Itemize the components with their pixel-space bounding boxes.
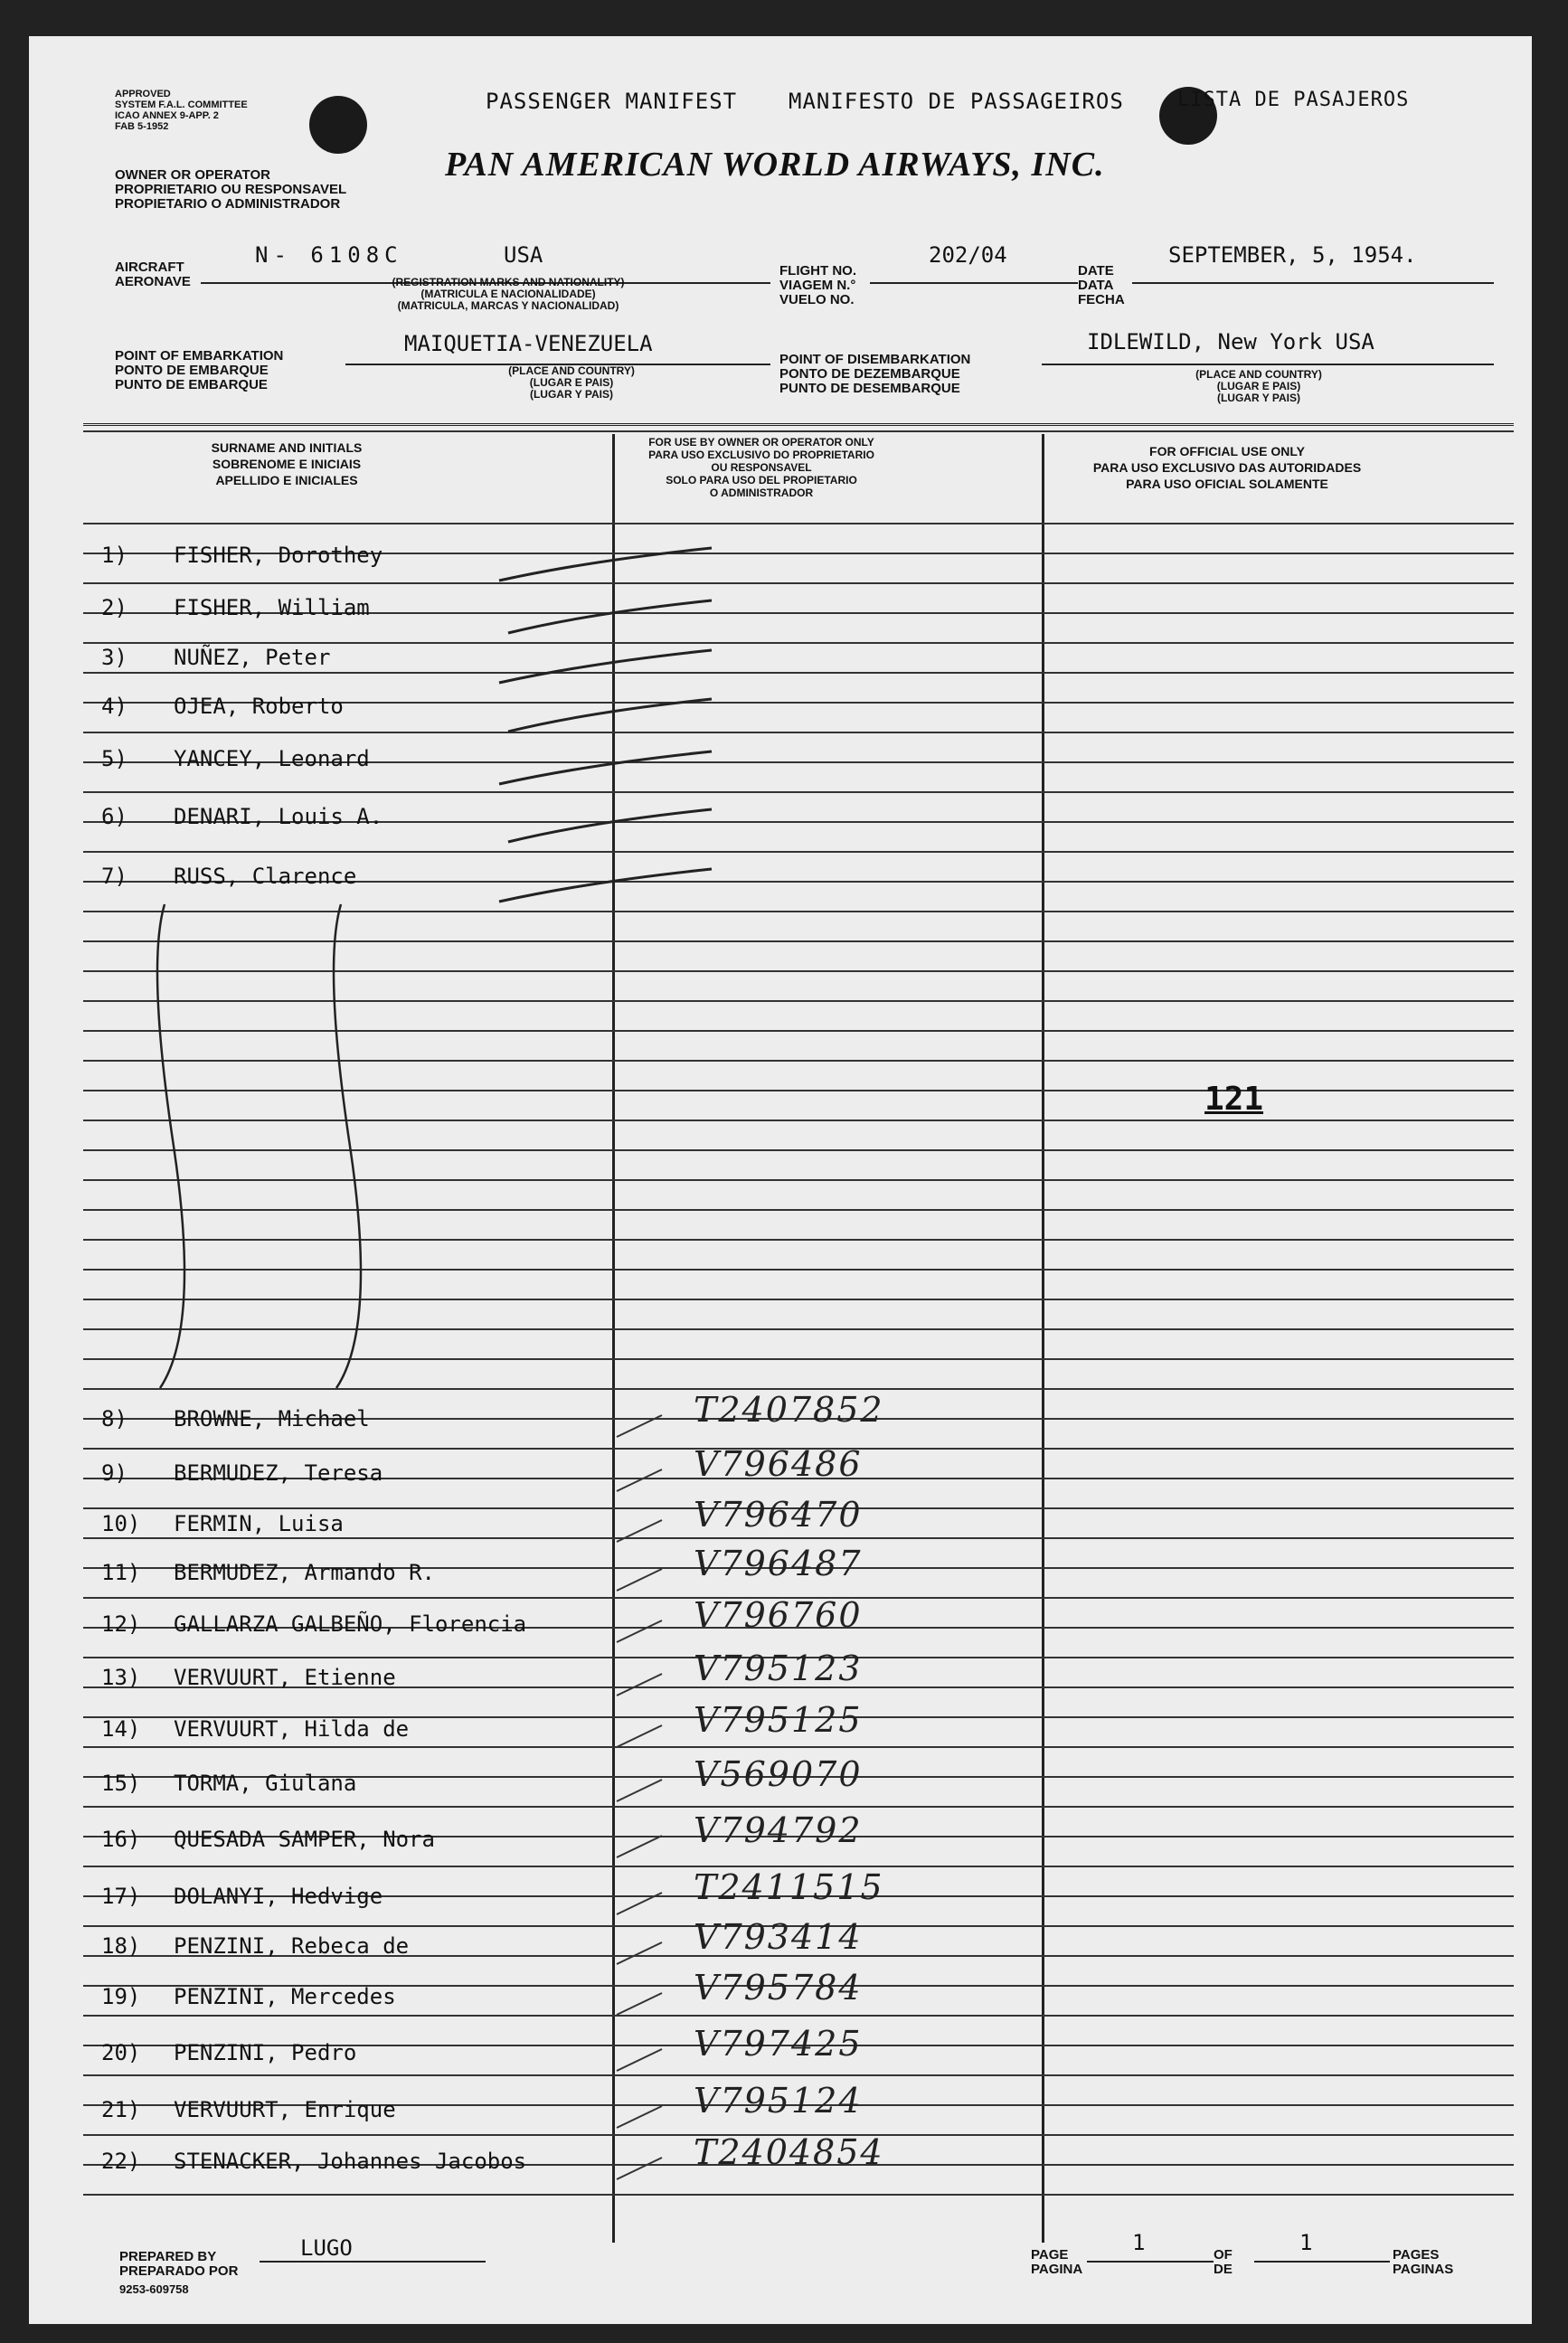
official-stamp-number: 121 — [1204, 1081, 1264, 1118]
embark-place-caption: (PLACE AND COUNTRY) (LUGAR E PAIS) (LUGAR Y PAIS) — [508, 364, 635, 401]
check-stroke — [617, 1469, 662, 1491]
airline-name: PAN AMERICAN WORLD AIRWAYS, INC. — [445, 146, 1105, 184]
passenger-name: FISHER, Dorothey — [174, 543, 383, 568]
passenger-name: PENZINI, Mercedes — [174, 1984, 396, 2009]
passport-number: T2407852 — [694, 1390, 884, 1430]
check-stroke — [617, 2049, 662, 2071]
passenger-number: 8) — [101, 1406, 128, 1431]
check-stroke — [617, 1725, 662, 1747]
passenger-name: BROWNE, Michael — [174, 1406, 370, 1431]
passport-number: V797425 — [694, 2024, 863, 2064]
passenger-name: STENACKER, Johannes Jacobos — [174, 2149, 527, 2174]
passenger-name: GALLARZA GALBEÑO, Florencia — [174, 1611, 527, 1637]
prepared-by-value: LUGO — [300, 2235, 353, 2261]
check-stroke — [617, 1780, 662, 1801]
aircraft-nationality: USA — [504, 242, 543, 268]
passenger-number: 9) — [101, 1460, 128, 1486]
check-stroke — [617, 1620, 662, 1642]
embarkation-label: POINT OF EMBARKATION PONTO DE EMBARQUE PUNTO DE EMBARQUE — [115, 348, 284, 392]
passport-number: V795124 — [694, 2081, 863, 2121]
passport-number: V796470 — [694, 1495, 863, 1535]
disembark-place-caption: (PLACE AND COUNTRY) (LUGAR E PAIS) (LUGAR Y PAIS) — [1195, 368, 1322, 404]
passenger-number: 22) — [101, 2149, 141, 2174]
passenger-name: FERMIN, Luisa — [174, 1511, 344, 1536]
disembarkation-point: IDLEWILD, New York USA — [1087, 329, 1374, 354]
of-label: OF DE — [1214, 2247, 1233, 2277]
pages-label: PAGES PAGINAS — [1393, 2247, 1454, 2277]
form-number: 9253-609758 — [119, 2282, 189, 2296]
passenger-name: BERMUDEZ, Teresa — [174, 1460, 383, 1486]
check-stroke — [499, 548, 712, 581]
passenger-number: 3) — [101, 645, 128, 670]
manifest-page — [29, 36, 1532, 2324]
check-stroke — [499, 751, 712, 784]
total-pages: 1 — [1299, 2230, 1313, 2255]
title-es: LISTA DE PASAJEROS — [1177, 89, 1410, 111]
handwritten-marks — [29, 36, 1532, 2324]
check-stroke — [617, 1569, 662, 1591]
passenger-number: 10) — [101, 1511, 141, 1536]
passenger-name: VERVUURT, Hilda de — [174, 1716, 410, 1742]
aircraft-label: AIRCRAFT AERONAVE — [115, 260, 191, 289]
passenger-number: 4) — [101, 694, 128, 719]
passenger-number: 16) — [101, 1827, 141, 1852]
passport-number: T2411515 — [694, 1867, 884, 1907]
passenger-name: OJEA, Roberto — [174, 694, 344, 719]
embarkation-point: MAIQUETIA-VENEZUELA — [404, 331, 653, 356]
passenger-number: 1) — [101, 543, 128, 568]
check-stroke — [617, 1415, 662, 1437]
check-stroke — [508, 809, 712, 842]
page-number: 1 — [1132, 2230, 1146, 2255]
prepared-by-label: PREPARED BY PREPARADO POR — [119, 2249, 239, 2279]
passenger-name: DOLANYI, Hedvige — [174, 1884, 383, 1909]
passport-number: V569070 — [694, 1754, 863, 1794]
official-column-header: FOR OFFICIAL USE ONLY PARA USO EXCLUSIVO DAS AUTORIDADES PARA USO OFICIAL SOLAMENTE — [1092, 444, 1362, 491]
passenger-number: 14) — [101, 1716, 141, 1742]
passenger-name: TORMA, Giulana — [174, 1771, 357, 1796]
check-stroke — [617, 1674, 662, 1696]
passenger-number: 13) — [101, 1665, 141, 1690]
passenger-name: NUÑEZ, Peter — [174, 645, 331, 670]
passport-number: V796760 — [694, 1595, 863, 1635]
passport-number: V795125 — [694, 1700, 863, 1740]
passenger-number: 20) — [101, 2040, 141, 2065]
passenger-number: 21) — [101, 2097, 141, 2122]
passenger-name: FISHER, William — [174, 595, 370, 620]
check-stroke — [617, 1836, 662, 1857]
passenger-number: 18) — [101, 1933, 141, 1959]
passport-number: V796486 — [694, 1444, 863, 1484]
passenger-number: 19) — [101, 1984, 141, 2009]
page-label: PAGE PAGINA — [1031, 2247, 1083, 2277]
passenger-name: VERVUURT, Etienne — [174, 1665, 396, 1690]
passenger-name: PENZINI, Rebeca de — [174, 1933, 410, 1959]
check-stroke — [617, 1942, 662, 1964]
owner-column-header: FOR USE BY OWNER OR OPERATOR ONLY PARA USO EXCLUSIVO DO PROPRIETARIO OU RESPONSAVEL SOLO PARA USO DEL PROPIETARIO O ADMINISTRADOR — [648, 436, 874, 499]
passenger-number: 5) — [101, 746, 128, 771]
passenger-number: 6) — [101, 804, 128, 829]
passenger-number: 15) — [101, 1771, 141, 1796]
approval-block: APPROVED SYSTEM F.A.L. COMMITTEE ICAO ANNEX 9-APP. 2 FAB 5-1952 — [115, 89, 248, 132]
check-stroke — [508, 699, 712, 732]
passenger-name: VERVUURT, Enrique — [174, 2097, 396, 2122]
disembarkation-label: POINT OF DISEMBARKATION PONTO DE DEZEMBARQUE PUNTO DE DESEMBARQUE — [779, 352, 971, 396]
check-stroke — [617, 2158, 662, 2179]
check-stroke — [617, 2106, 662, 2128]
aircraft-registration: N- 6108C — [255, 242, 403, 268]
flight-number: 202/04 — [929, 242, 1007, 268]
owner-label: OWNER OR OPERATOR PROPRIETARIO OU RESPONSAVEL PROPIETARIO O ADMINISTRADOR — [115, 167, 347, 212]
passenger-name: RUSS, Clarence — [174, 864, 357, 889]
surname-column-header: SURNAME AND INITIALS SOBRENOME E INICIAIS APELLIDO E INICIALES — [211, 440, 363, 487]
passport-number: T2404854 — [694, 2132, 884, 2172]
passenger-name: YANCEY, Leonard — [174, 746, 370, 771]
check-stroke — [617, 1520, 662, 1542]
check-stroke — [508, 600, 712, 633]
registration-caption: (REGISTRATION MARKS AND NATIONALITY) (MATRICULA E NACIONALIDADE) (MATRICULA, MARCAS Y NACIONALIDAD) — [392, 276, 625, 312]
passenger-name: PENZINI, Pedro — [174, 2040, 357, 2065]
passenger-name: BERMUDEZ, Armando R. — [174, 1560, 435, 1585]
title-en: PASSENGER MANIFEST — [486, 89, 738, 114]
passport-number: V796487 — [694, 1544, 863, 1583]
ditto-stroke — [334, 904, 361, 1388]
passenger-number: 11) — [101, 1560, 141, 1585]
flight-date: SEPTEMBER, 5, 1954. — [1168, 242, 1417, 268]
title-pt: MANIFESTO DE PASSAGEIROS — [789, 89, 1124, 114]
check-stroke — [617, 1893, 662, 1914]
passport-number: V793414 — [694, 1917, 863, 1957]
check-stroke — [617, 1993, 662, 2015]
passenger-name: DENARI, Louis A. — [174, 804, 383, 829]
passport-number: V794792 — [694, 1810, 863, 1850]
passport-number: V795123 — [694, 1649, 863, 1688]
check-stroke — [499, 869, 712, 902]
check-stroke — [499, 650, 712, 683]
passenger-name: QUESADA SAMPER, Nora — [174, 1827, 435, 1852]
ditto-stroke — [157, 904, 184, 1388]
passport-number: V795784 — [694, 1968, 863, 2008]
passenger-number: 17) — [101, 1884, 141, 1909]
passenger-number: 7) — [101, 864, 128, 889]
flight-label: FLIGHT NO. VIAGEM N.° VUELO NO. — [779, 263, 856, 307]
passenger-number: 12) — [101, 1611, 141, 1637]
passenger-number: 2) — [101, 595, 128, 620]
date-label: DATE DATA FECHA — [1078, 263, 1125, 307]
